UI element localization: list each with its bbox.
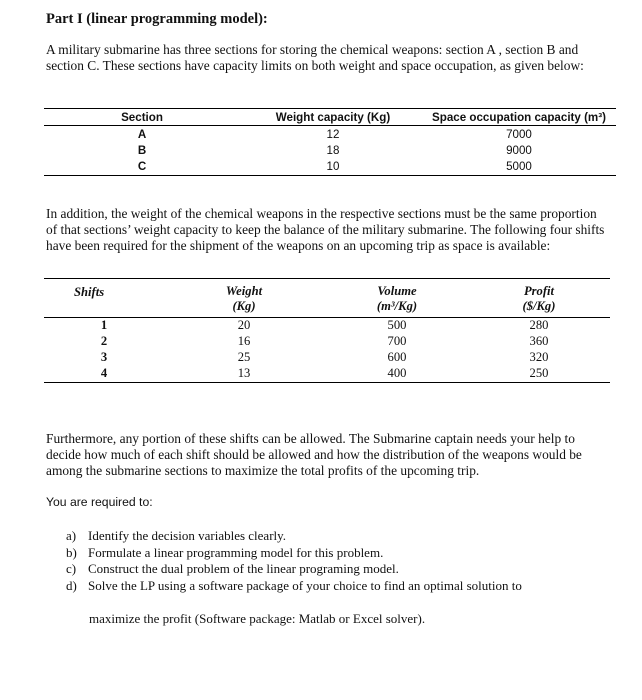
final-line: decide how much of each shift should be allowed and how the distribution of the weapons would be: [46, 447, 582, 462]
cell-profit: 320: [529, 350, 549, 364]
cell-profit: 250: [529, 366, 549, 380]
cell-space: 5000: [506, 160, 532, 173]
table-rule: [44, 108, 616, 109]
cell-weight: 20: [237, 318, 251, 332]
header-volume-line: Volume: [377, 284, 417, 298]
task-label: d): [66, 577, 77, 593]
cell-weight: 10: [326, 160, 340, 173]
cell-profit: 360: [529, 334, 549, 348]
cell-volume: 500: [387, 318, 407, 332]
table-rule: [44, 125, 616, 126]
cell-shift: 2: [100, 334, 108, 348]
cell-section: C: [137, 160, 147, 173]
header-weight: [204, 284, 284, 314]
middle-line: of that sections’ weight capacity to keep the balance of the military submarine. The following four shifts: [46, 222, 605, 237]
cell-space: 9000: [506, 144, 532, 157]
page-title: Part I (linear programming model):: [46, 11, 268, 27]
cell-shift: 1: [100, 318, 108, 332]
middle-line: have been required for the shipment of the weapons on an upcoming trip as space is available:: [46, 238, 551, 253]
task-text: Construct the dual problem of the linear programing model.: [88, 561, 399, 576]
cell-weight: 18: [326, 144, 340, 157]
header-profit-line: Profit: [523, 284, 555, 298]
list-item: [66, 545, 522, 562]
task-label: a): [66, 528, 77, 543]
table-rule: [44, 382, 610, 383]
cell-volume: 600: [387, 350, 407, 364]
cell-volume: 700: [387, 334, 407, 348]
header-volume-unit: (m³/Kg): [376, 299, 418, 313]
intro-paragraph: [46, 42, 616, 74]
task-d-continuation: maximize the profit (Software package: Matlab or Excel solver).: [89, 611, 426, 626]
list-item: [66, 561, 522, 578]
header-profit: [499, 284, 579, 314]
task-text: Formulate a linear programming model for this problem.: [88, 544, 384, 560]
header-weight-capacity: Weight capacity (Kg): [275, 111, 391, 124]
middle-paragraph: [46, 206, 616, 254]
intro-line: A military submarine has three sections for storing the chemical weapons: section A , section B and: [46, 42, 579, 57]
header-volume: [357, 284, 437, 314]
final-line: Furthermore, any portion of these shifts can be allowed. The Submarine captain needs your help to: [46, 431, 575, 446]
task-text: Solve the LP using a software package of your choice to find an optimal solution to: [88, 577, 522, 593]
required-heading: You are required to:: [46, 495, 153, 509]
middle-line: In addition, the weight of the chemical weapons in the respective sections must be the same proportion: [46, 206, 597, 221]
list-item: [66, 578, 522, 595]
final-line: among the submarine sections to maximize the total profits of the upcoming trip.: [46, 463, 480, 478]
table-rule: [44, 175, 616, 176]
cell-section: B: [137, 144, 147, 157]
cell-volume: 400: [387, 366, 407, 380]
cell-section: A: [137, 128, 147, 141]
task-list: [66, 528, 522, 594]
cell-weight: 13: [237, 366, 251, 380]
cell-shift: 3: [100, 350, 108, 364]
final-paragraph: [46, 431, 616, 479]
header-space-capacity: Space occupation capacity (m³): [432, 111, 606, 124]
list-item: [66, 528, 522, 545]
task-label: c): [66, 561, 77, 576]
header-section: Section: [121, 111, 163, 124]
cell-space: 7000: [506, 128, 532, 141]
header-weight-line: Weight: [225, 284, 263, 298]
cell-weight: 25: [237, 350, 251, 364]
header-weight-unit: (Kg): [232, 299, 256, 313]
task-label: b): [66, 544, 77, 560]
table-rule: [44, 278, 610, 279]
cell-weight: 16: [237, 334, 251, 348]
header-shifts: Shifts: [74, 285, 105, 299]
header-profit-unit: ($/Kg): [522, 299, 556, 313]
cell-weight: 12: [326, 128, 340, 141]
cell-profit: 280: [529, 318, 549, 332]
task-text: Identify the decision variables clearly.: [88, 528, 287, 543]
cell-shift: 4: [100, 366, 108, 380]
intro-line: section C. These sections have capacity limits on both weight and space occupation, as given below:: [46, 58, 584, 73]
